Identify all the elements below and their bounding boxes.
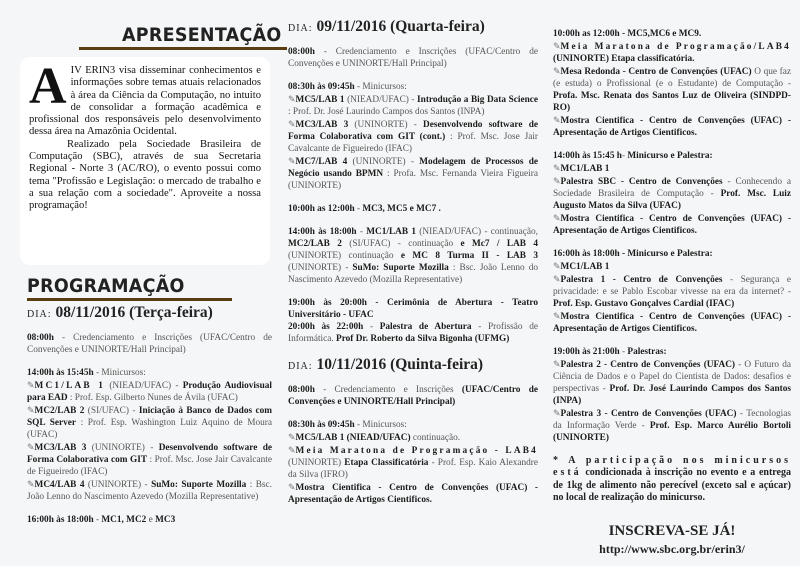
item-detail: - Conhecendo a Sociedade Brasileira de Computação - xyxy=(553,177,791,199)
item-detail: - Credenciamento e Inscrições (UFAC/Centro de Convenções e UNINORTE/Hall Principal) xyxy=(27,333,272,355)
item-highlight: Prof. Esp. Marco Aurélio Bortoli (UNINORTE) xyxy=(553,421,791,443)
day-heading xyxy=(288,18,538,36)
item-detail: (UNINORTE) continuação xyxy=(288,251,401,261)
item-highlight: 20:00h às 22:00h xyxy=(288,322,364,332)
schedule-item xyxy=(553,248,791,260)
schedule-item xyxy=(27,478,272,503)
item-highlight: Produção Audiovisual para EAD xyxy=(27,381,272,403)
item-detail: - xyxy=(363,322,380,332)
item-highlight: SuMo: Suporte Mozilla xyxy=(151,480,247,490)
item-detail: : Prof. Esp. Washington Luiz Aquino de Moura (UFAC) xyxy=(27,418,272,440)
schedule-item xyxy=(553,40,791,65)
item-detail: : Prof. Esp. Gilberto Nunes de Ávila (UFAC) xyxy=(67,393,238,403)
day-label: DIA: xyxy=(27,309,52,320)
pencil-icon: ✎ xyxy=(27,405,35,415)
item-detail: (SI/UFAC) - continuação xyxy=(341,239,461,249)
item-highlight: 08:30h às 09:45h xyxy=(288,82,355,92)
schedule-item xyxy=(27,514,272,526)
schedule-item xyxy=(553,212,791,237)
item-highlight: Meia Maratona de Programação/LAB4 xyxy=(560,42,791,52)
item-highlight: 16:00h às 18:00h - Minicurso e Palestra: xyxy=(553,249,713,259)
schedule-item xyxy=(27,404,272,441)
item-highlight: MC2/LAB 2 xyxy=(288,239,342,249)
middle-column xyxy=(288,18,538,517)
item-detail: (SI/UFAC) - xyxy=(84,406,139,416)
item-detail: - Minicursos: xyxy=(354,420,407,430)
schedule-item xyxy=(27,332,272,356)
schedule-item xyxy=(553,162,791,175)
item-highlight: MC7/LAB 4 xyxy=(295,157,348,167)
item-detail: - Minicursos: xyxy=(354,82,407,92)
item-highlight: 19:00h às 21:00h xyxy=(553,347,620,357)
item-highlight: MC4/LAB 4 xyxy=(34,480,85,490)
item-detail: - xyxy=(354,204,363,214)
schedule-item xyxy=(288,226,538,286)
pencil-icon: ✎ xyxy=(553,41,561,51)
item-highlight: Palestra 3 - Centro de Convenções (UFAC) xyxy=(560,409,737,419)
item-highlight: 08:00h xyxy=(288,47,315,57)
item-detail: - xyxy=(93,515,102,525)
item-highlight: Palestra 1 - Centro de Convenções xyxy=(560,275,723,285)
note-rest: condicionada à inscrição no evento e a entrega de 1kg de alimento não perecível (exceto sal e açúcar) no local de realização do minicurso. xyxy=(553,467,791,504)
note-first-line: * A participação nos minicursos está xyxy=(553,455,791,479)
pencil-icon: ✎ xyxy=(27,442,35,452)
item-highlight: Etapa Classificatória xyxy=(344,458,429,468)
schedule-item xyxy=(27,379,272,404)
schedule-item xyxy=(288,155,538,192)
item-highlight: MC5/LAB 1 xyxy=(295,95,345,105)
item-highlight: Profa. Msc. Renata dos Santos Luz de Oliveira (SINDPD-RO) xyxy=(553,91,791,113)
item-detail: (UNINORTE) - xyxy=(288,263,353,273)
item-highlight: Introdução a Big Data Science xyxy=(417,95,538,105)
schedule-block xyxy=(288,203,538,215)
item-highlight: Prof. Dr. José Laurindo Campos dos Santos (INPA) xyxy=(553,384,791,406)
schedule-item xyxy=(553,150,791,162)
pencil-icon: ✎ xyxy=(288,94,296,104)
item-detail: : Bsc. João Lenno do Nascimento Azevedo (Mozilla Representative) xyxy=(288,263,539,285)
item-highlight: Mostra Cientifica - Centro de Convenções (UFAC) - Apresentação de Artigos Cientificos. xyxy=(553,214,791,236)
schedule-block xyxy=(288,81,538,192)
item-detail: (UNINORTE) xyxy=(288,458,345,468)
item-highlight: 14:00h às 15:45 h xyxy=(553,151,622,161)
apresentacao-paragraph-2: Realizado pela Sociedade Brasileira de Computação (SBC), através de sua Secretaria Regional - Norte 3 (AC/RO), o evento possui como tema "Profissão e Legislação: o mercado de trabalho e a sua relação com a sociedade". Aproveite a nossa programação! xyxy=(29,138,261,212)
pencil-icon: ✎ xyxy=(553,274,561,284)
schedule-item xyxy=(288,81,538,93)
item-highlight: 19:00h às 20:00h - Cerimônia de Abertura - Teatro Universitário - UFAC xyxy=(288,298,538,320)
pencil-icon: ✎ xyxy=(288,119,296,129)
day-date: 08/11/2016 (Terça-feira) xyxy=(55,304,213,321)
item-detail: (UNINORTE) - xyxy=(347,157,420,167)
item-highlight: Meia Maratona de Programação - LAB4 xyxy=(295,446,538,456)
pencil-icon: ✎ xyxy=(27,479,35,489)
heading-underline xyxy=(27,298,232,301)
day-heading xyxy=(288,356,538,374)
schedule-block xyxy=(288,226,538,286)
item-detail: - Segurança e privacidade: e se Pablo Escobar vivesse na era da internet? - xyxy=(553,275,791,297)
schedule-item xyxy=(288,93,538,118)
pencil-icon: ✎ xyxy=(288,432,296,442)
schedule-item xyxy=(288,118,538,155)
item-highlight: Prof Dr. Roberto da Silva Bigonha (UFMG) xyxy=(336,334,510,344)
pencil-icon: ✎ xyxy=(553,163,561,173)
schedule-item xyxy=(553,346,791,358)
right-column xyxy=(553,28,791,557)
day-label: DIA: xyxy=(288,361,313,372)
item-detail: - O Futuro da Ciência de Dados e o Papel do Cientista de Dados: desafios e perspectivas - xyxy=(553,360,791,394)
pencil-icon: ✎ xyxy=(553,115,561,125)
schedule-block xyxy=(27,514,272,526)
item-detail: : Prof. Msc. Jose Jair Cavalcante de Figueiredo (IFAC) xyxy=(27,455,272,477)
schedule-item xyxy=(553,114,791,139)
schedule-item xyxy=(288,384,538,408)
item-highlight: Mostra Cientifica - Centro de Convenções (UFAC) - Apresentação de Artigos Cientificos. xyxy=(288,483,538,505)
apresentacao-box xyxy=(20,57,270,265)
schedule-item xyxy=(288,297,538,321)
item-detail: : Prof. Msc. Jose Jair Cavalcante de Figueiredo (IFAC) xyxy=(288,132,538,154)
pencil-icon: ✎ xyxy=(553,359,561,369)
item-detail: - Minicursos: xyxy=(93,368,146,378)
schedule-item xyxy=(553,273,791,310)
schedule-item xyxy=(553,65,791,114)
pencil-icon: ✎ xyxy=(553,66,561,76)
item-detail: - Profissão de Informática. xyxy=(288,322,539,344)
item-detail: (NIEAD/UFAC) - xyxy=(105,381,183,391)
item-detail: : Bsc. João Lenno do Nascimento Azevedo (Mozilla Representative) xyxy=(27,480,273,502)
item-highlight: MC3 xyxy=(155,515,176,525)
pencil-icon: ✎ xyxy=(553,261,561,271)
item-highlight: 14:00h às 18:00h xyxy=(288,227,357,237)
item-detail: : Profa. Msc. Fernanda Vieira Figueira (UNINORTE) xyxy=(288,169,538,191)
item-highlight: MC3/LAB 3 xyxy=(34,443,87,453)
item-highlight: 10:00h as 12:00h xyxy=(288,204,355,214)
item-highlight: MC3/LAB 3 xyxy=(295,120,349,130)
schedule-block xyxy=(553,248,791,335)
schedule-item xyxy=(27,367,272,379)
event-url-link[interactable]: http://www.sbc.org.br/erin3/ xyxy=(599,541,745,556)
schedule-item xyxy=(553,310,791,335)
item-highlight: Mostra Cientifica - Centro de Convenções (UFAC) - Apresentação de Artigos Cientificos. xyxy=(553,312,791,334)
item-detail: continuação. xyxy=(410,433,461,443)
item-highlight: Palestra 2 - Centro de Convenções (UFAC) xyxy=(560,360,736,370)
item-highlight: (UFAC/Centro de Convenções e UNINORTE/Hall Principal) xyxy=(288,385,538,407)
schedule-block xyxy=(288,46,538,70)
item-highlight: Desenvolvendo software de Forma Colaborativa com GIT xyxy=(27,443,272,465)
schedule-block xyxy=(288,384,538,408)
item-detail: (UNINORTE) - xyxy=(348,120,424,130)
item-detail: - Credenciamento e Inscrições (UFAC/Centro de Convenções e UNINORTE/Hall Principal) xyxy=(288,47,538,69)
item-detail: - Tecnologias da Informação Verde - xyxy=(553,409,791,431)
pencil-icon: ✎ xyxy=(553,408,561,418)
schedule-item xyxy=(288,444,538,481)
day-heading xyxy=(27,304,272,322)
item-highlight: Palestra de Abertura xyxy=(379,322,472,332)
item-highlight: 08:00h xyxy=(27,333,54,343)
schedule-block xyxy=(553,346,791,444)
register-call-to-action: INSCREVA-SE JÁ! xyxy=(608,522,736,539)
item-highlight: 14:00h às 15:45h xyxy=(27,368,94,378)
item-highlight: Desenvolvendo software de Forma Colaborativa com GIT (cont.) xyxy=(288,120,538,142)
item-highlight: MC1/LAB 1 xyxy=(366,227,417,237)
item-detail: - Prof. Esp. Kaio Alexandre da Silva (IFRO) xyxy=(288,458,538,480)
item-detail: (NIEAD/UFAC) - xyxy=(344,95,418,105)
apresentacao-heading: APRESENTAÇÃO xyxy=(122,24,282,46)
schedule-item xyxy=(553,175,791,212)
item-highlight: MC1, MC2 xyxy=(101,515,147,525)
item-highlight: Iniciação à Banco de Dados com SQL Server xyxy=(27,406,272,428)
participation-note xyxy=(553,455,791,505)
item-highlight: Prof. Esp. Gustavo Gonçalves Cardial (IFAC) xyxy=(553,299,735,309)
item-highlight: MC5/LAB 1 (NIEAD/UFAC) xyxy=(295,433,411,443)
schedule-block xyxy=(553,150,791,237)
schedule-item xyxy=(288,481,538,506)
item-highlight: Minicurso e Palestra: xyxy=(627,151,713,161)
item-detail: - xyxy=(619,347,628,357)
day-date: 10/11/2016 (Quinta-feira) xyxy=(316,356,484,373)
item-highlight: Mesa Redonda - Centro de Convenções (UFAC) xyxy=(560,67,752,77)
item-highlight: Mostra Cientifica - Centro de Convenções (UFAC) - Apresentação de Artigos Cientificos. xyxy=(553,116,791,138)
pencil-icon: ✎ xyxy=(553,311,561,321)
pencil-icon: ✎ xyxy=(288,482,296,492)
schedule-block xyxy=(27,367,272,503)
schedule-item xyxy=(553,260,791,273)
item-highlight: 08:00h xyxy=(288,385,315,395)
schedule-item xyxy=(288,46,538,70)
item-highlight: 16:00h às 18:00h xyxy=(27,515,94,525)
schedule-item xyxy=(553,28,791,40)
item-highlight: e MC 8 Turma II - LAB 3 xyxy=(400,251,538,261)
item-detail: - Credenciamento e Inscrições xyxy=(314,385,462,395)
heading-underline xyxy=(79,47,287,50)
day-label: DIA: xyxy=(288,23,313,34)
pencil-icon: ✎ xyxy=(553,213,561,223)
programacao-heading: PROGRAMAÇÃO xyxy=(27,275,185,297)
item-highlight: 10:00h as 12:00h - MC5,MC6 e MC9. xyxy=(553,29,702,39)
schedule-item xyxy=(288,419,538,431)
item-highlight: e Mc7 / LAB 4 xyxy=(460,239,538,249)
schedule-item xyxy=(553,358,791,407)
schedule-item xyxy=(288,203,538,215)
pencil-icon: ✎ xyxy=(27,380,35,390)
item-detail: - xyxy=(356,227,367,237)
item-highlight: MC3, MC5 e MC7 . xyxy=(362,204,441,214)
schedule-block xyxy=(288,419,538,506)
drop-cap: A xyxy=(29,58,67,115)
schedule-block xyxy=(288,297,538,345)
item-detail: (UNINORTE) - xyxy=(86,443,159,453)
item-highlight: SuMo: Suporte Mozilla xyxy=(352,263,449,273)
item-detail: (UNINORTE) - xyxy=(84,480,152,490)
item-detail: (NIEAD/UFAC) - continuação, xyxy=(416,227,539,237)
day-10-11-continued xyxy=(553,28,791,444)
item-detail: - xyxy=(621,151,628,161)
schedule-block xyxy=(27,332,272,356)
item-highlight: 08:30h às 09:45h xyxy=(288,420,355,430)
schedule-item xyxy=(553,407,791,444)
item-detail: e xyxy=(146,515,156,525)
schedule-item xyxy=(288,431,538,444)
item-highlight: (UNINORTE) Etapa classificatória. xyxy=(553,54,695,64)
schedule-block xyxy=(553,28,791,139)
schedule-item xyxy=(27,441,272,478)
item-highlight: MC1/LAB 1 xyxy=(34,381,106,391)
item-detail: O que faz (e estuda) o Profissional (e o Estudante) de Computação - xyxy=(553,67,791,89)
day-09-11 xyxy=(288,18,538,345)
pencil-icon: ✎ xyxy=(288,156,296,166)
apresentacao-paragraph-1: IV ERIN3 visa disseminar conhecimentos e informações sobre temas atuais relacionados à área da Ciência da Computação, no intuito de consolidar a formação acadêmica e profissional dos responsáveis pelo desenvolvimento dessa área na Amazônia Ocidental. xyxy=(29,65,261,138)
schedule-item xyxy=(288,321,538,345)
pencil-icon: ✎ xyxy=(553,176,561,186)
day-08-11 xyxy=(27,304,272,537)
item-highlight: Palestra SBC - Centro de Convenções xyxy=(560,177,723,187)
item-highlight: MC2/LAB 2 xyxy=(34,406,85,416)
day-10-11 xyxy=(288,356,538,506)
item-highlight: MC1/LAB 1 xyxy=(560,262,610,272)
pencil-icon: ✎ xyxy=(288,445,296,455)
item-highlight: Palestras: xyxy=(627,347,667,357)
item-highlight: Prof. Msc. Luiz Augusto Matos da Silva (UFAC) xyxy=(553,189,791,211)
day-date: 09/11/2016 (Quarta-feira) xyxy=(316,18,485,35)
item-highlight: MC1/LAB 1 xyxy=(560,164,610,174)
item-highlight: Modelagem de Processos de Negócio usando BPMN xyxy=(288,157,538,179)
item-detail: : Prof. Dr. José Laurindo Campos dos Santos (INPA) xyxy=(288,107,485,117)
